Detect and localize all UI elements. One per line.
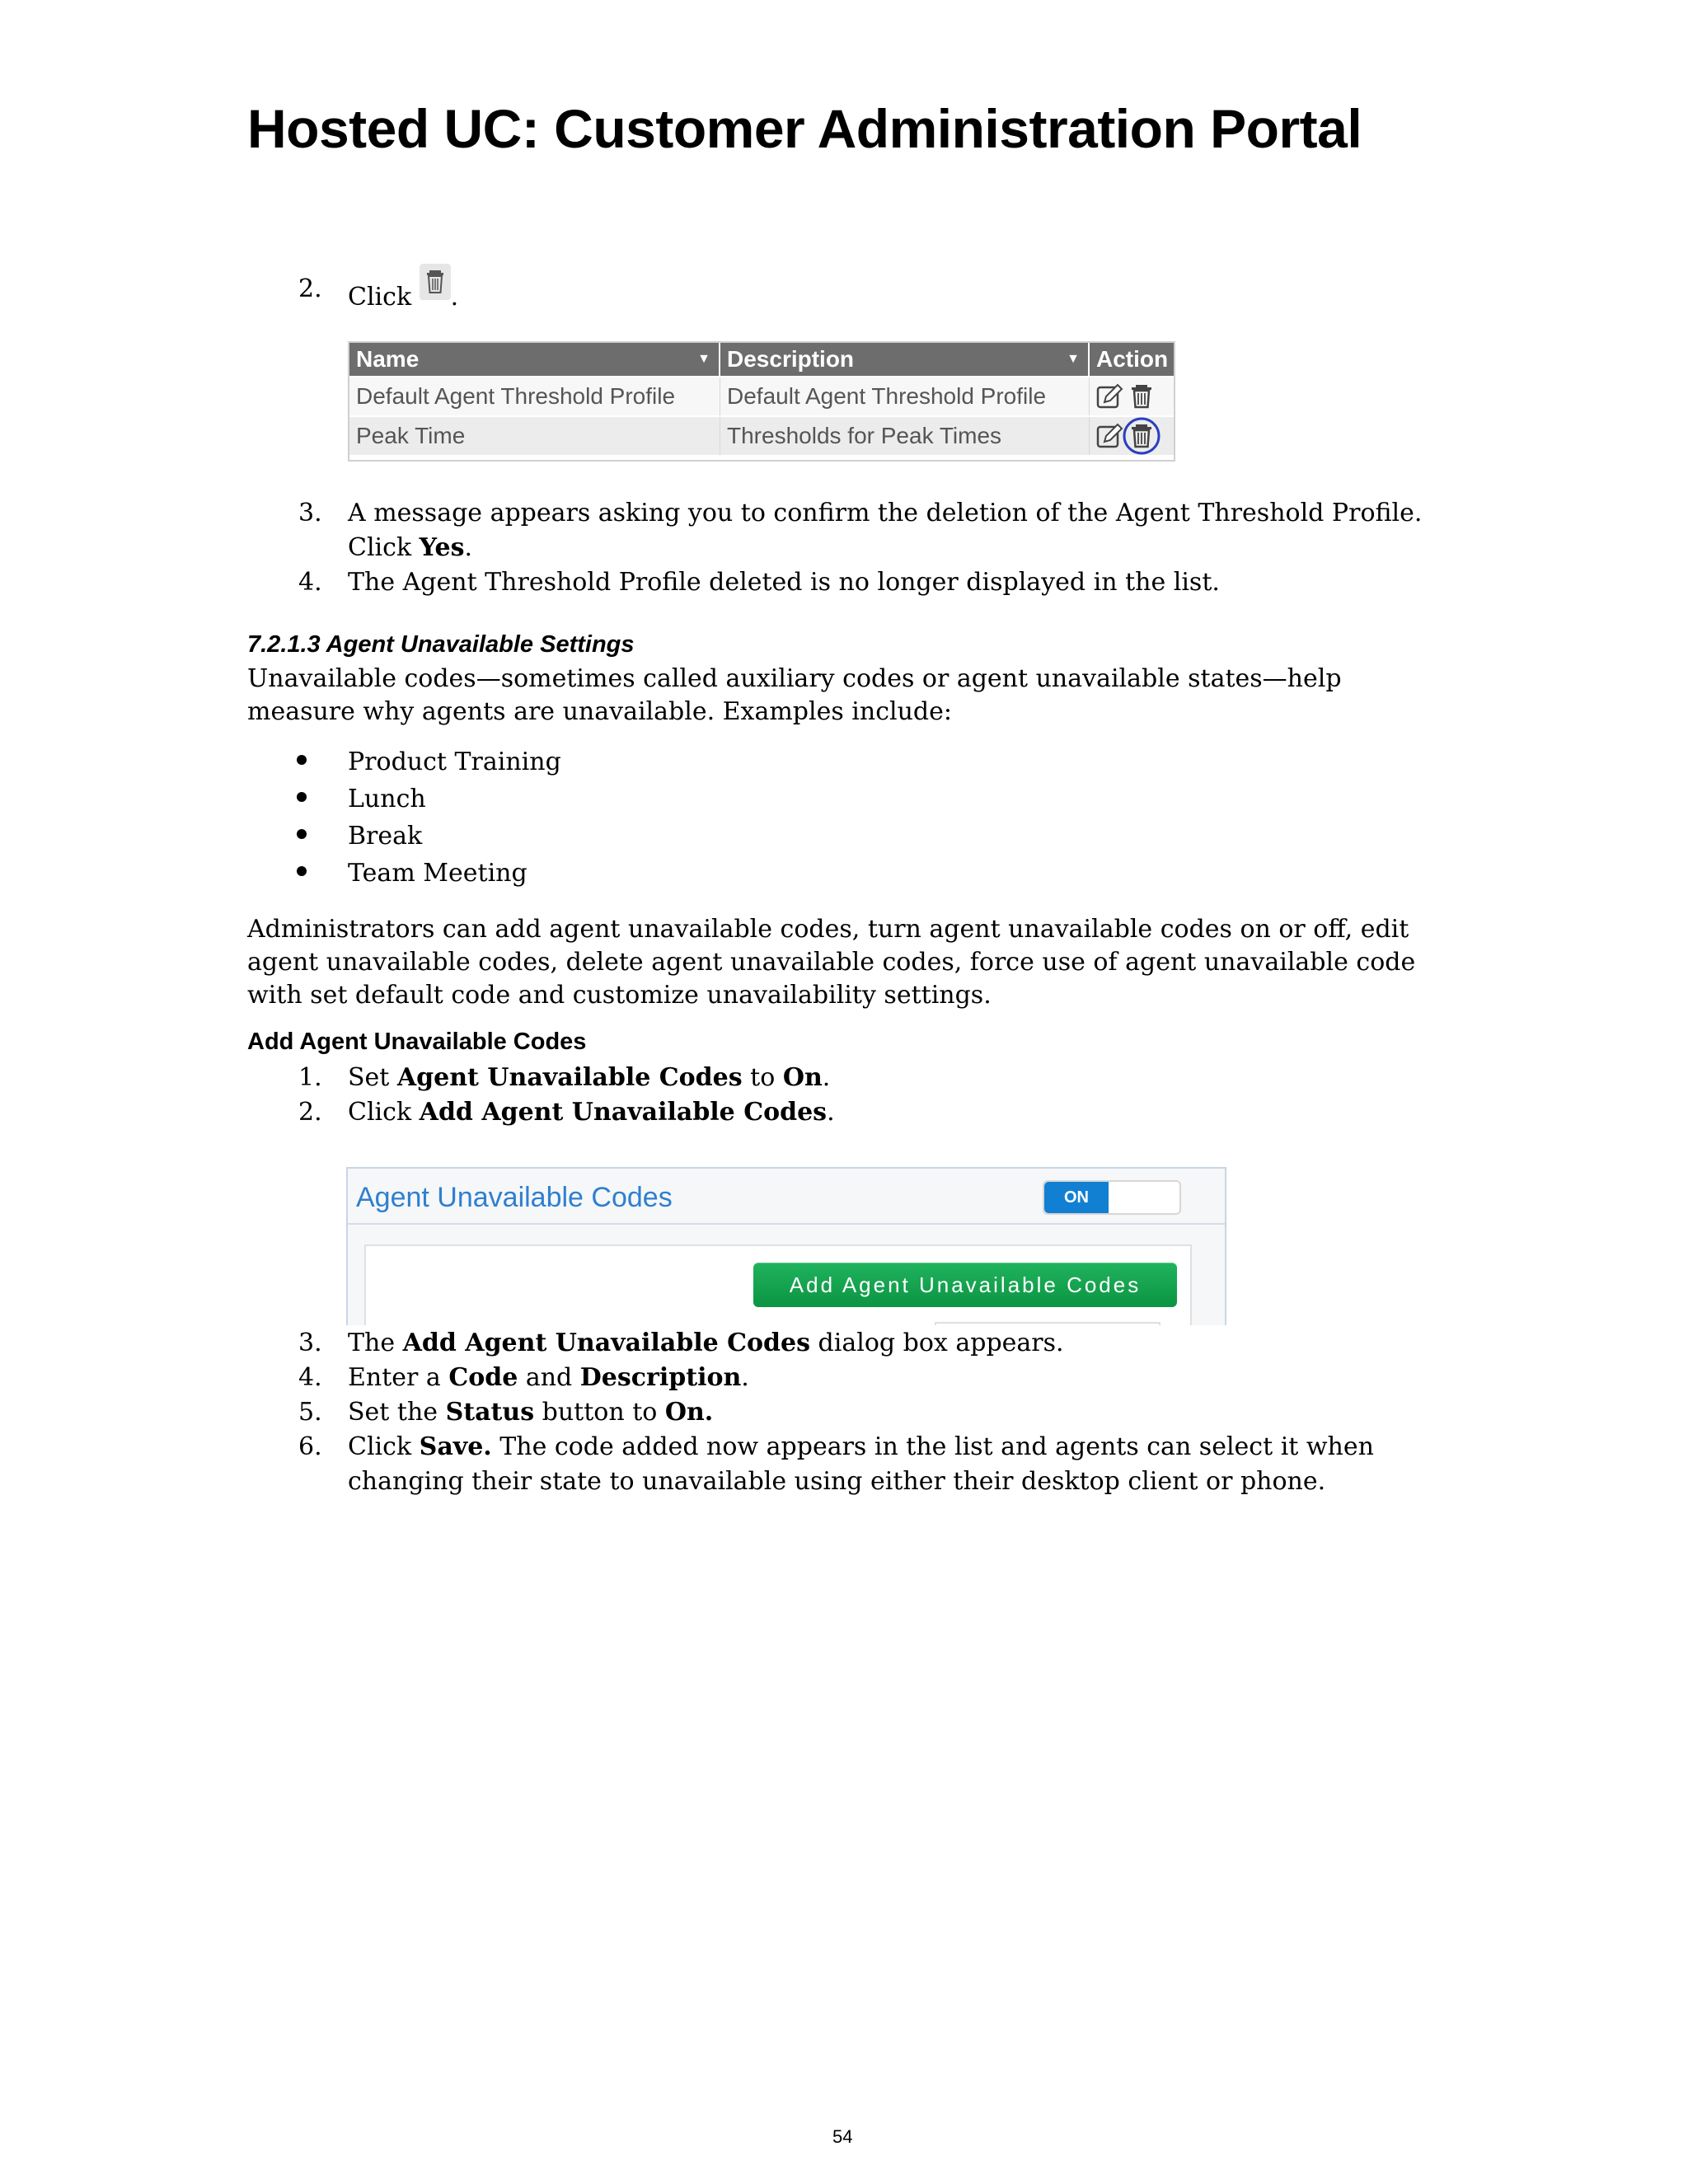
cell-actions xyxy=(1090,377,1174,415)
bold-run: Description xyxy=(579,1363,742,1392)
bold-run: Add Agent Unavailable Codes xyxy=(402,1329,811,1357)
section-heading: 7.2.1.3 Agent Unavailable Settings xyxy=(247,631,635,658)
step-text: The Agent Threshold Profile deleted is no longer displayed in the list. xyxy=(348,568,1220,597)
text-run: Click xyxy=(348,1098,420,1127)
step-click-suffix: . xyxy=(450,283,459,312)
table-row xyxy=(349,377,1174,415)
bold-run: On xyxy=(782,1063,823,1092)
subsection-heading: Add Agent Unavailable Codes xyxy=(247,1029,587,1055)
sort-arrow-icon[interactable]: ▼ xyxy=(697,352,710,366)
cell-name: Default Agent Threshold Profile xyxy=(349,377,720,415)
edit-icon[interactable] xyxy=(1098,385,1122,407)
edit-icon[interactable] xyxy=(1098,424,1122,447)
step-number: 4. xyxy=(298,1363,322,1392)
step-text xyxy=(348,272,1452,315)
text-run: to xyxy=(742,1063,783,1092)
list-item-text: Team Meeting xyxy=(348,859,528,888)
text-run: . xyxy=(464,533,473,562)
table-row xyxy=(349,417,1174,455)
column-header-action xyxy=(1090,343,1174,376)
cell-name: Peak Time xyxy=(349,417,720,455)
list-item-text: Product Training xyxy=(348,748,561,776)
column-label: Name xyxy=(356,346,420,372)
step-number: 3. xyxy=(298,1329,322,1357)
bold-run: Save. xyxy=(419,1432,492,1461)
cell-description: Default Agent Threshold Profile xyxy=(720,377,1090,415)
admin-paragraph: Administrators can add agent unavailable codes, turn agent unavailable codes on or off, edit agent unavailable codes, delete agent unavailable codes, force use of agent unavailable code with set default code and customize unavailability settings. xyxy=(247,915,1416,1010)
cell-description: Thresholds for Peak Times xyxy=(720,417,1090,455)
step-number: 3. xyxy=(298,499,322,527)
bold-run: Status xyxy=(445,1398,535,1427)
text-run: Click xyxy=(348,1432,420,1461)
text-run: and xyxy=(518,1363,580,1392)
panel-title: Agent Unavailable Codes xyxy=(356,1182,673,1213)
step-text xyxy=(348,1095,1452,1130)
step-number: 2. xyxy=(298,274,322,303)
text-run: . xyxy=(822,1063,831,1092)
text-run: A message appears asking you to confirm the deletion of the Agent Threshold Profile. Click xyxy=(348,499,1423,562)
bold-run: Yes xyxy=(419,533,465,562)
sort-arrow-icon[interactable]: ▼ xyxy=(1067,352,1080,366)
text-run: Set xyxy=(348,1063,397,1092)
table-header xyxy=(349,343,1174,376)
trash-icon[interactable] xyxy=(1132,424,1151,447)
page-title: Hosted UC: Customer Administration Portal xyxy=(247,98,1362,159)
text-run: Enter a xyxy=(348,1363,449,1392)
step-text xyxy=(348,496,1452,565)
agent-unavailable-codes-panel xyxy=(346,1167,1226,1325)
list-item-text: Break xyxy=(348,822,423,851)
bold-run: Agent Unavailable Codes xyxy=(396,1063,743,1092)
step-text xyxy=(348,1326,1452,1361)
step-number: 2. xyxy=(298,1098,322,1127)
unavailable-codes-toggle[interactable] xyxy=(1043,1180,1181,1215)
page-number: 54 xyxy=(832,2126,853,2147)
list-item-text: Lunch xyxy=(348,785,426,813)
step-number: 4. xyxy=(298,568,322,597)
text-run: The code added now appears in the list and agents can select it when changing their state to unavailable using either their desktop client or phone. xyxy=(348,1432,1374,1496)
text-run: dialog box appears. xyxy=(810,1329,1064,1357)
bullet-icon xyxy=(297,792,307,802)
column-header-description[interactable] xyxy=(720,343,1090,376)
threshold-profile-table xyxy=(348,341,1175,462)
step-number: 6. xyxy=(298,1432,322,1461)
step-text xyxy=(348,1061,1452,1095)
bullet-icon xyxy=(297,866,307,876)
bullet-icon xyxy=(297,829,307,839)
text-run: . xyxy=(827,1098,835,1127)
list-area-edge xyxy=(935,1322,1160,1325)
step-click-text: Click xyxy=(348,283,412,312)
panel-divider xyxy=(348,1223,1225,1225)
trash-icon[interactable] xyxy=(420,264,451,300)
bold-run: Add Agent Unavailable Codes xyxy=(419,1098,828,1127)
panel-body xyxy=(364,1244,1192,1325)
column-header-name[interactable] xyxy=(349,343,720,376)
text-run: The xyxy=(348,1329,403,1357)
add-agent-unavailable-codes-button[interactable]: Add Agent Unavailable Codes xyxy=(753,1263,1177,1307)
step-number: 1. xyxy=(298,1063,322,1092)
toggle-on-label: ON xyxy=(1044,1182,1109,1213)
text-run: button to xyxy=(534,1398,665,1427)
text-run: Set the xyxy=(348,1398,446,1427)
cell-actions xyxy=(1090,417,1174,455)
step-number: 5. xyxy=(298,1398,322,1427)
section-intro: Unavailable codes—sometimes called auxiliary codes or agent unavailable states—help measure why agents are unavailable. Examples include: xyxy=(247,664,1342,726)
column-label: Description xyxy=(727,346,855,372)
column-label: Action xyxy=(1096,346,1169,372)
bullet-icon xyxy=(297,755,307,765)
step-text xyxy=(348,1361,1452,1395)
bold-run: Code xyxy=(448,1363,518,1392)
bold-run: On. xyxy=(664,1398,714,1427)
trash-icon[interactable] xyxy=(1132,385,1151,407)
text-run: . xyxy=(741,1363,749,1392)
step-text xyxy=(348,1430,1452,1499)
step-text xyxy=(348,1395,1452,1430)
